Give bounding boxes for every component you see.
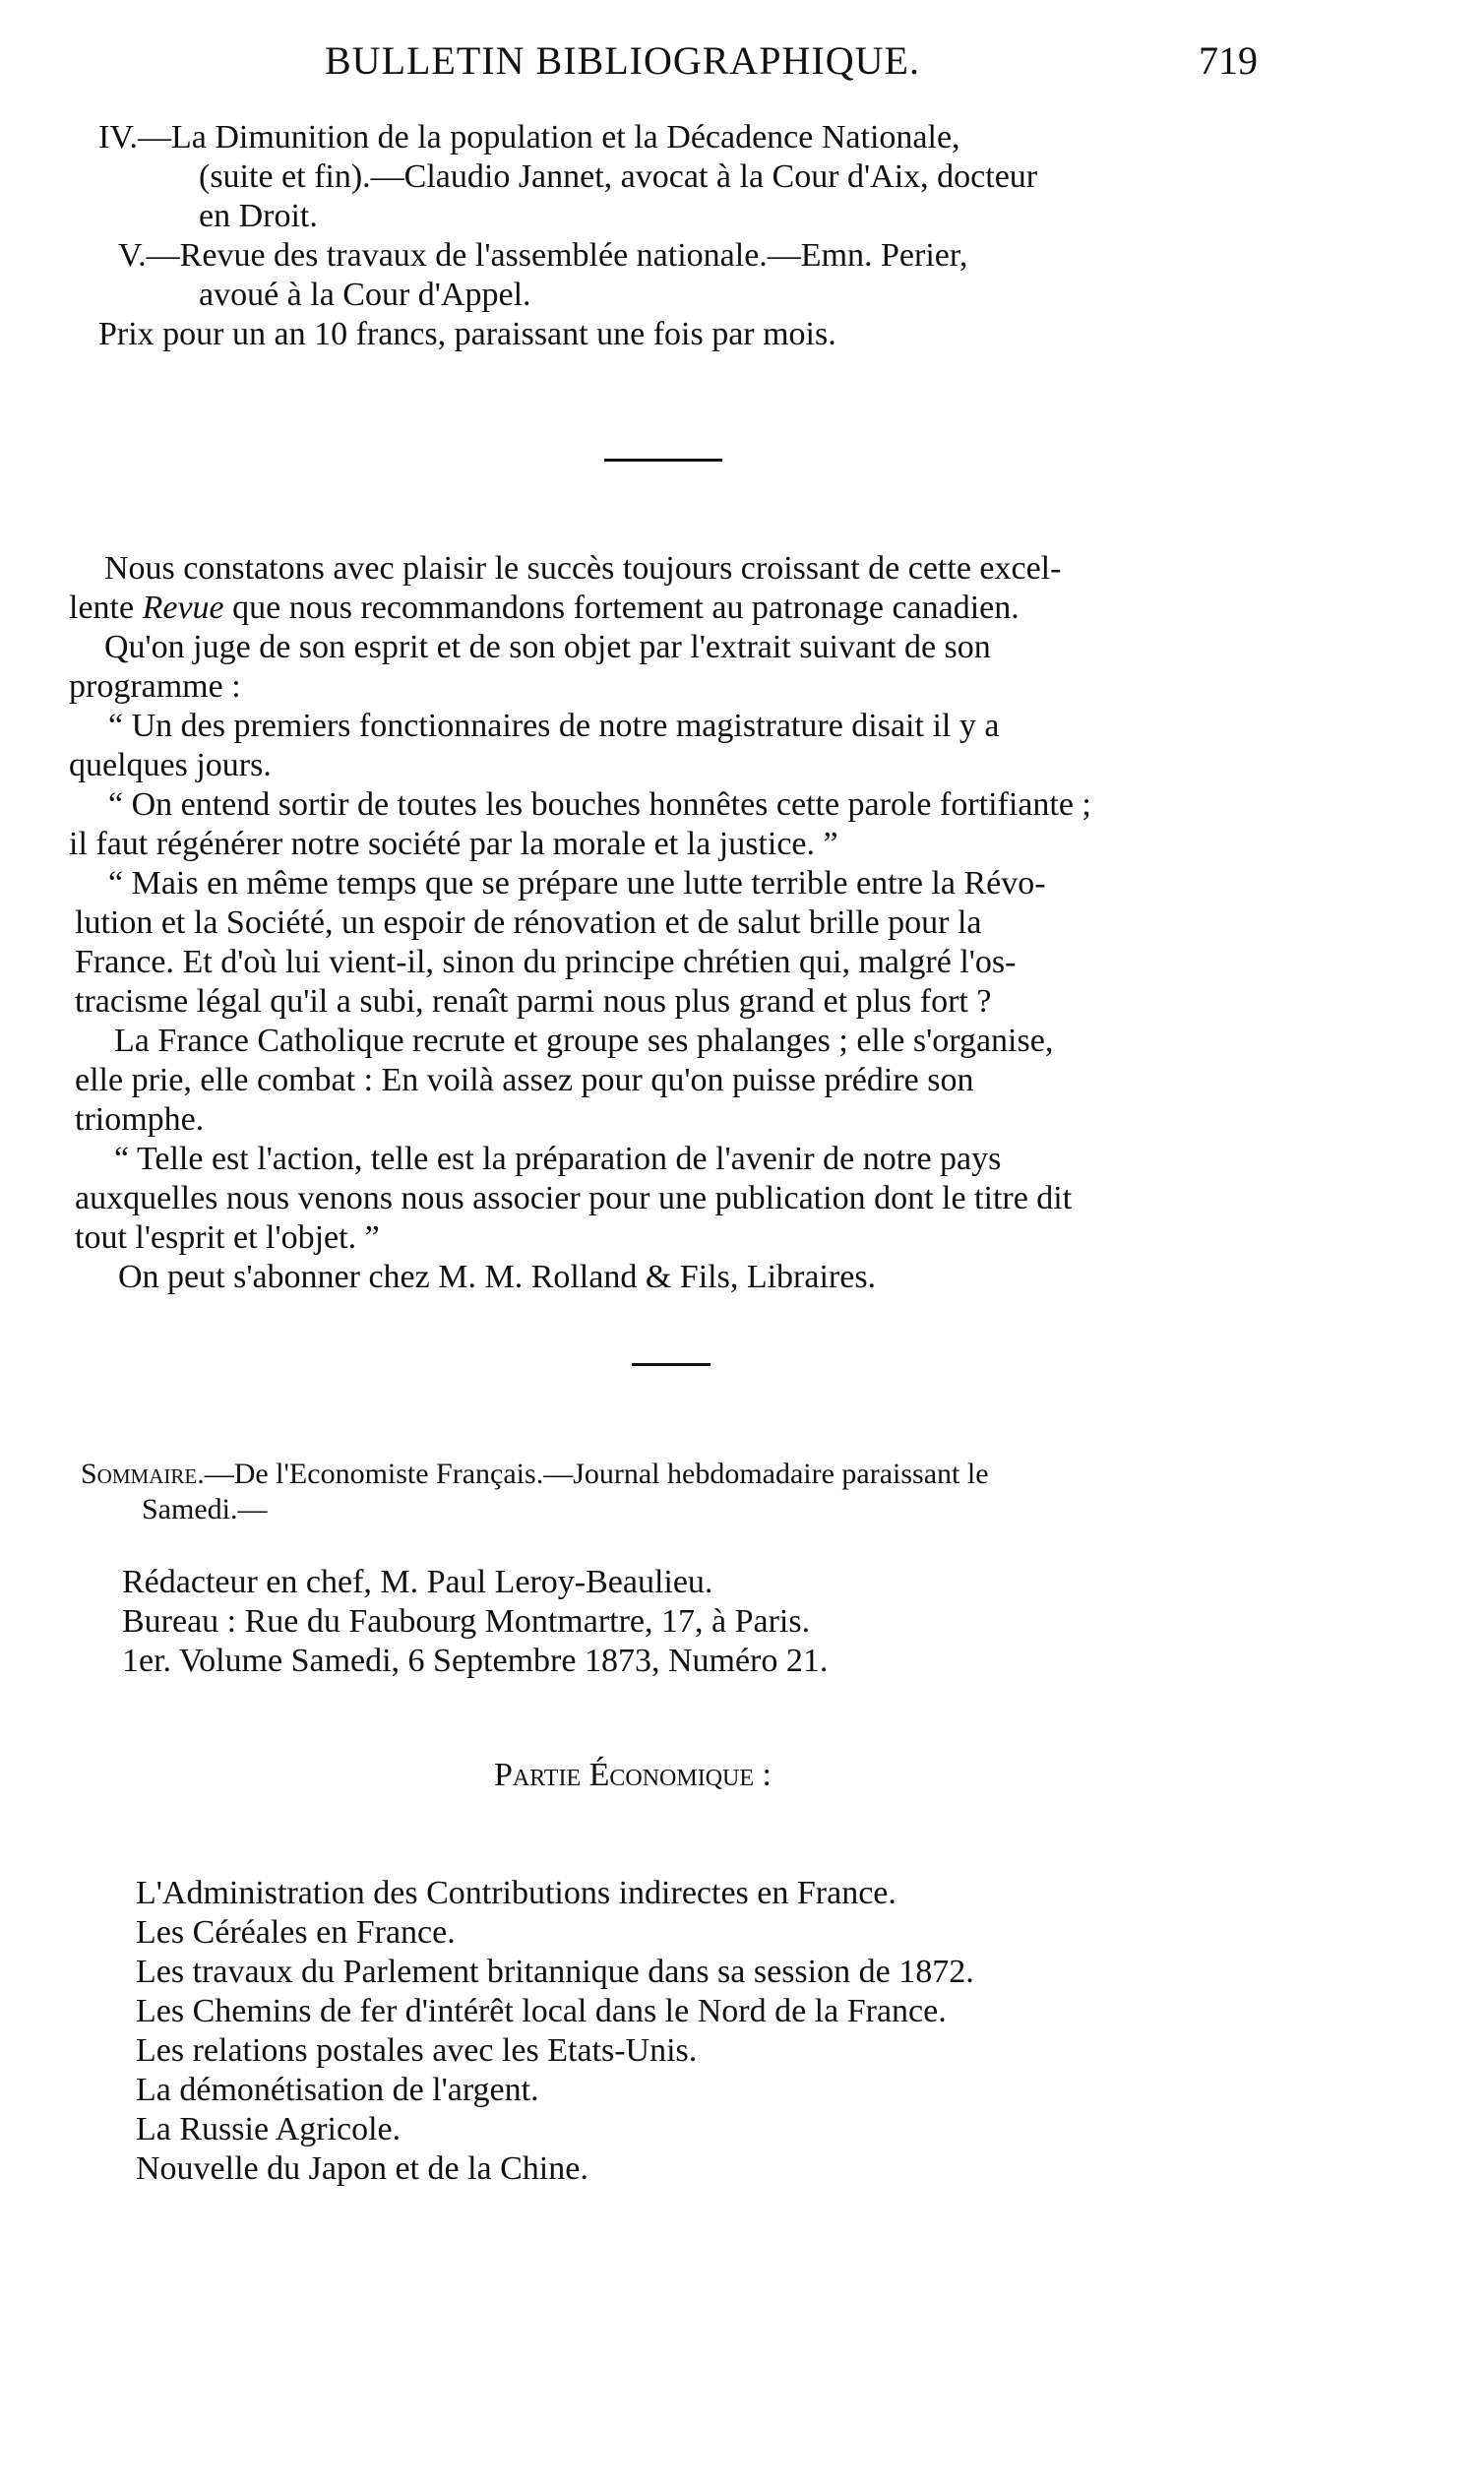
page-number: 719 xyxy=(1199,38,1258,83)
p1-line-1: Nous constatons avec plaisir le succès toujours croissant de cette excel- xyxy=(104,550,1062,587)
item-v-line-1: V.—Revue des travaux de l'assemblée nationale.—Emn. Perier, xyxy=(118,237,968,274)
p5-line-2: lution et la Société, un espoir de rénovation et de salut brille pour la xyxy=(75,904,982,941)
toc-item-7: La Russie Agricole. xyxy=(136,2111,402,2147)
separator-rule-1 xyxy=(604,459,722,462)
p2-line-2: programme : xyxy=(69,668,241,705)
p2-line-1: Qu'on juge de son esprit et de son objet par l'extrait suivant de son xyxy=(104,629,991,665)
p3-line-1: “ Un des premiers fonctionnaires de notre magistrature disait il y a xyxy=(108,708,1000,744)
item-iv-line-3: en Droit. xyxy=(199,198,318,234)
partie-heading: Partie Économique : xyxy=(494,1757,772,1793)
sommaire-line-1: Sommaire.—De l'Economiste Français.—Journal hebdomadaire paraissant le xyxy=(81,1458,989,1490)
item-iv-line-1: IV.—La Dimunition de la population et la Décadence Nationale, xyxy=(98,119,960,156)
p6-line-3: triomphe. xyxy=(75,1101,205,1138)
subscription-line: On peut s'abonner chez M. M. Rolland & Fils, Libraires. xyxy=(118,1259,877,1295)
p7-line-1: “ Telle est l'action, telle est la préparation de l'avenir de notre pays xyxy=(114,1141,1002,1177)
redacteur-line: Rédacteur en chef, M. Paul Leroy-Beaulieu. xyxy=(122,1564,713,1600)
bureau-line: Bureau : Rue du Faubourg Montmartre, 17, à Paris. xyxy=(122,1603,811,1640)
sommaire-label: Sommaire. xyxy=(81,1458,205,1490)
sommaire-line-2: Samedi.— xyxy=(142,1493,268,1525)
toc-item-5: Les relations postales avec les Etats-Unis. xyxy=(136,2032,698,2069)
item-iv-line-2: (suite et fin).—Claudio Jannet, avocat à la Cour d'Aix, docteur xyxy=(199,158,1038,195)
p6-line-2: elle prie, elle combat : En voilà assez pour qu'on puisse prédire son xyxy=(75,1062,974,1098)
price-line: Prix pour un an 10 francs, paraissant une fois par mois. xyxy=(98,316,836,352)
volume-line: 1er. Volume Samedi, 6 Septembre 1873, Numéro 21. xyxy=(122,1643,829,1679)
p5-line-4: tracisme légal qu'il a subi, renaît parmi nous plus grand et plus fort ? xyxy=(75,983,992,1020)
p4-line-1: “ On entend sortir de toutes les bouches honnêtes cette parole fortifiante ; xyxy=(108,786,1091,823)
toc-item-3: Les travaux du Parlement britannique dans sa session de 1872. xyxy=(136,1954,974,1990)
p5-line-1: “ Mais en même temps que se prépare une lutte terrible entre la Révo- xyxy=(108,865,1046,902)
p7-line-3: tout l'esprit et l'objet. ” xyxy=(75,1219,380,1256)
running-header xyxy=(0,37,1484,87)
header-title: BULLETIN BIBLIOGRAPHIQUE. xyxy=(325,38,920,83)
toc-item-1: L'Administration des Contributions indirectes en France. xyxy=(136,1875,897,1911)
toc-item-2: Les Céréales en France. xyxy=(136,1914,456,1951)
toc-item-6: La démonétisation de l'argent. xyxy=(136,2072,539,2108)
separator-rule-2 xyxy=(632,1363,711,1366)
p3-line-2: quelques jours. xyxy=(69,747,272,783)
item-v-line-2: avoué à la Cour d'Appel. xyxy=(199,277,531,313)
p5-line-3: France. Et d'où lui vient-il, sinon du principe chrétien qui, malgré l'os- xyxy=(75,944,1017,980)
toc-item-4: Les Chemins de fer d'intérêt local dans le Nord de la France. xyxy=(136,1993,947,2029)
p1-line-2: lente Revue que nous recommandons fortement au patronage canadien. xyxy=(69,590,1020,626)
toc-item-8: Nouvelle du Japon et de la Chine. xyxy=(136,2150,588,2187)
p7-line-2: auxquelles nous venons nous associer pour une publication dont le titre dit xyxy=(75,1180,1073,1216)
p4-line-2: il faut régénérer notre société par la morale et la justice. ” xyxy=(69,826,838,862)
revue-italic: Revue xyxy=(142,590,224,626)
p6-line-1: La France Catholique recrute et groupe ses phalanges ; elle s'organise, xyxy=(114,1023,1054,1059)
